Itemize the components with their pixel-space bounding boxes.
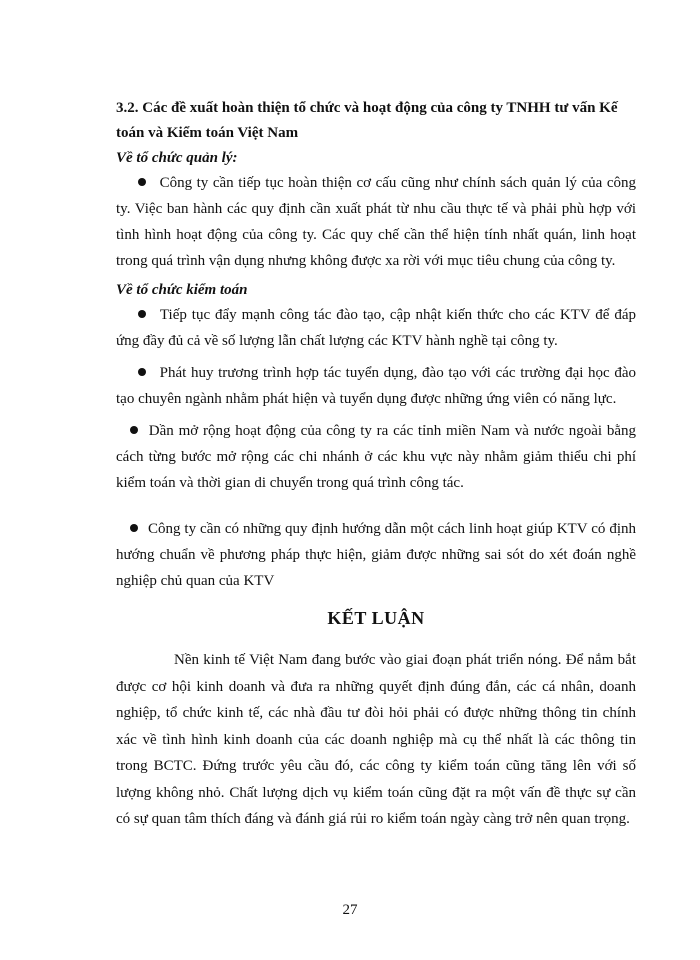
audit-list-item	[116, 516, 636, 594]
list-item-text: Phát huy trương trình hợp tác tuyển dụng, đào tạo với các trường đại học đào tạo chuyên ngành nhằm phát hiện và tuyển dụng được những ứng viên có năng lực.	[116, 365, 637, 407]
bullet-icon	[138, 368, 146, 376]
list-item-text: Dần mở rộng hoạt động của công ty ra các tỉnh miền Nam và nước ngoài bằng cách từng bước mở rộng các chi nhánh ở các khu vực này nhằm giảm thiểu chi phí kiểm toán và thời gian di chuyển trong quá trình công tác.	[116, 423, 636, 491]
list-item-text: Công ty cần có những quy định hướng dẫn một cách linh hoạt giúp KTV có định hướng chuẩn về phương pháp thực hiện, giảm được những sai sót do xét đoán nghề nghiệp chủ quan của KTV	[116, 521, 637, 589]
management-list-item	[116, 170, 636, 274]
audit-list-item	[116, 360, 636, 412]
page-number: 27	[342, 902, 358, 918]
bullet-icon	[130, 524, 138, 532]
conclusion-body: Nền kinh tế Việt Nam đang bước vào giai đoạn phát triển nóng. Để nắm bắt được cơ hội kinh doanh và đưa ra những quyết định đúng đắn, các cá nhân, doanh nghiệp, tổ chức kinh tế, các nhà đầu tư đòi hỏi phải có được những thông tin chính xác về tình hình kinh doanh của các doanh nghiệp mà cụ thể nhất là các thông tin trong BCTC. Đứng trước yêu cầu đó, các công ty kiểm toán cũng tăng lên với số lượng không nhỏ. Chất lượng dịch vụ kiểm toán cũng đặt ra một vấn đề thực sự cần có sự quan tâm thích đáng và đánh giá rủi ro kiểm toán ngày càng trở nên quan trọng.	[116, 652, 636, 827]
audit-subheading: Về tổ chức kiểm toán	[116, 282, 248, 298]
list-item-text: Tiếp tục đẩy mạnh công tác đào tạo, cập nhật kiến thức cho các KTV để đáp ứng đầy đủ cả về số lượng lẫn chất lượng các KTV hành nghề tại công ty.	[116, 307, 637, 349]
list-item-text: Công ty cần tiếp tục hoàn thiện cơ cấu cũng như chính sách quản lý của công ty. Việc ban hành các quy định cần xuất phát từ nhu cầu thực tế và phải phù hợp với tình hình hoạt động của công ty. Các quy chế cần thể hiện tính nhất quán, linh hoạt trong quá trình vận dụng nhưng không được xa rời với mục tiêu chung của công ty.	[116, 175, 636, 269]
audit-list-item	[116, 418, 636, 496]
management-subheading: Về tổ chức quản lý:	[116, 150, 238, 166]
bullet-icon	[130, 426, 138, 434]
bullet-icon	[138, 178, 146, 186]
bullet-icon	[138, 310, 146, 318]
section-heading: 3.2. Các đề xuất hoàn thiện tổ chức và hoạt động của công ty TNHH tư vấn Kế toán và Kiểm toán Việt Nam	[116, 100, 618, 141]
document-page	[116, 96, 636, 833]
audit-list-item	[116, 302, 636, 354]
conclusion-title: KẾT LUẬN	[327, 608, 425, 628]
